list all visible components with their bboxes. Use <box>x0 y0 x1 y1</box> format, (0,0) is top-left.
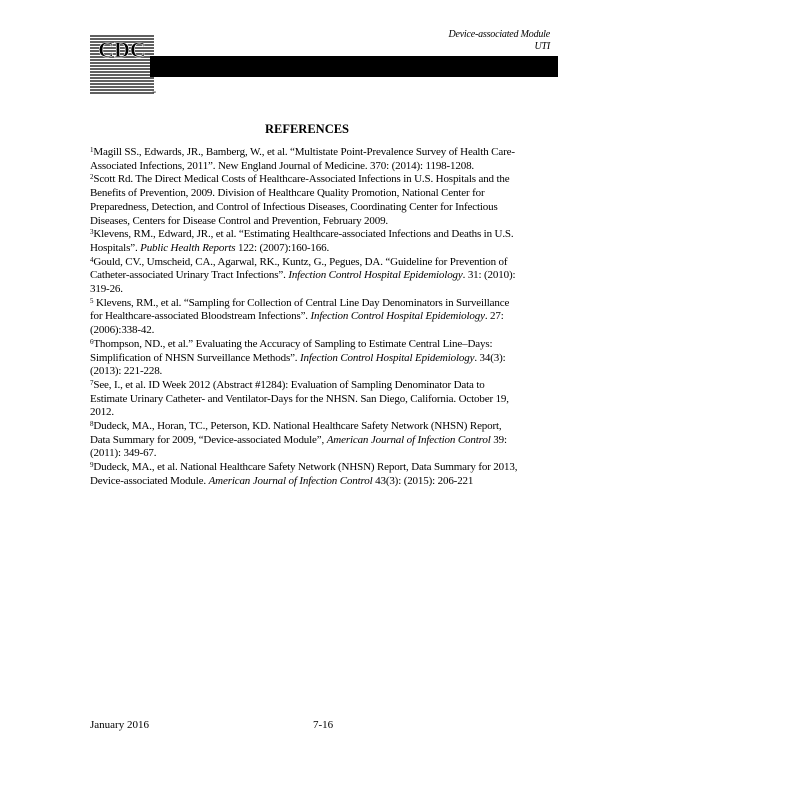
reference-text: . 31: (2010): 319-26. <box>90 269 516 296</box>
header-section: UTI <box>534 41 550 52</box>
reference-item <box>90 461 524 488</box>
reference-text: 43(3): (2015): 206-221 <box>372 474 474 487</box>
reference-journal: Infection Control Hospital Epidemiology <box>300 351 475 364</box>
reference-item <box>90 379 524 420</box>
reference-list <box>90 146 524 489</box>
reference-number: 4 <box>90 255 94 264</box>
reference-text: Dudeck, MA., et al. National Healthcare Safety Network (NHSN) Report, Data Summary for 2013, Device-associated Module. <box>90 461 518 487</box>
svg-text:CDC: CDC <box>98 37 146 62</box>
reference-item <box>90 173 524 228</box>
reference-text: Dudeck, MA., Horan, TC., Peterson, KD. National Healthcare Safety Network (NHSN) Report, Data Summary for 2009, “Device-associated Module”, <box>90 420 502 446</box>
reference-number: 2 <box>90 173 94 182</box>
reference-text: Magill SS., Edwards, JR., Bamberg, W., et al. “Multistate Point-Prevalence Survey of Health Care-Associated Infections, 2011”. New England Journal of Medicine. 370: (2014): 1198-1208. <box>90 146 515 172</box>
header-bar <box>150 56 558 77</box>
header-module: Device-associated Module <box>448 29 550 40</box>
cdc-logo <box>90 34 154 96</box>
reference-journal: American Journal of Infection Control <box>326 433 491 446</box>
reference-item <box>90 256 524 297</box>
reference-item <box>90 297 524 338</box>
reference-journal: Public Health Reports <box>140 241 236 254</box>
reference-number: 3 <box>90 228 94 237</box>
reference-text: Thompson, ND., et al.” Evaluating the Accuracy of Sampling to Estimate Central Line–Days: Simplification of NHSN Surveillance Methods”. <box>90 337 493 364</box>
reference-text: . 34(3): (2013): 221-228. <box>90 351 506 378</box>
reference-number: 9 <box>90 461 94 470</box>
reference-item <box>90 146 524 173</box>
reference-number: 7 <box>90 378 94 387</box>
reference-text: Scott Rd. The Direct Medical Costs of Healthcare-Associated Infections in U.S. Hospitals and the Benefits of Prevention, 2009. Division of Healthcare Quality Promotion, National Center for Preparedness, Detection, and Control of Infectious Diseases, Coordinating Center for Infectious Diseases, Centers for Disease Control and Prevention, February 2009. <box>90 173 510 227</box>
svg-text:™: ™ <box>152 90 156 95</box>
reference-item <box>90 420 524 461</box>
reference-text: See, I., et al. ID Week 2012 (Abstract #1284): Evaluation of Sampling Denominator Data to Estimate Urinary Catheter- and Ventilator-Days for the NHSN. San Diego, California. October 19, 2012. <box>90 378 509 419</box>
page-title: REFERENCES <box>264 122 350 136</box>
reference-number: 1 <box>90 146 94 154</box>
reference-journal: American Journal of Infection Control <box>208 474 373 487</box>
reference-text: Gould, CV., Umscheid, CA., Agarwal, RK., Kuntz, G., Pegues, DA. “Guideline for Prevention of Catheter-associated Urinary Tract Infections”. <box>90 255 508 282</box>
running-header <box>448 29 550 53</box>
reference-item <box>90 228 524 255</box>
reference-text: Klevens, RM., Edward, JR., et al. “Estimating Healthcare-associated Infections and Deaths in U.S. Hospitals”. <box>90 228 514 254</box>
reference-journal: Infection Control Hospital Epidemiology <box>310 310 485 323</box>
reference-text: . 27: (2006):338-42. <box>90 310 504 337</box>
page-number: 7-16 <box>313 719 334 731</box>
footer-date: January 2016 <box>90 719 149 731</box>
reference-number: 6 <box>90 337 94 346</box>
reference-number: 8 <box>90 420 94 429</box>
reference-text: 122: (2007):160-166. <box>235 241 330 254</box>
reference-item <box>90 338 524 379</box>
reference-text: 39: (2011): 349-67. <box>90 433 507 460</box>
reference-journal: Infection Control Hospital Epidemiology <box>288 269 463 282</box>
reference-text: Klevens, RM., et al. “Sampling for Collection of Central Line Day Denominators in Surveillance for Healthcare-associated Bloodstream Infections”. <box>90 296 510 323</box>
reference-number: 5 <box>90 296 94 305</box>
